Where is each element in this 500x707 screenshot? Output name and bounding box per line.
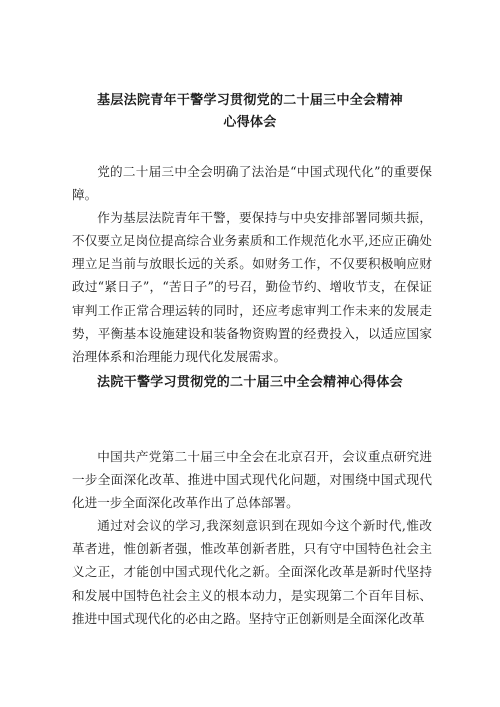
section1-body <box>72 160 432 368</box>
section1-title-line2: 心得体会 <box>223 115 277 130</box>
section2-body <box>72 445 432 630</box>
section1-title <box>0 90 500 134</box>
section1-title-line1: 基层法院青年干警学习贯彻党的二十届三中全会精神 <box>97 93 403 108</box>
paragraph: 通过对会议的学习,我深刻意识到在现如今这个新时代,惟改革者进，惟创新者强，惟改革创新者胜，只有守中国特色社会主义之正，才能创中国式现代化之新。全面深化改革是新时代坚持和发展中国特色社会主义的根本动力，是实现第二个百年目标、推进中国式现代化的必由之路。坚持守正创新则是全面深化改革 <box>72 518 432 626</box>
section2-title <box>0 372 500 394</box>
section2-title-text: 法院干警学习贯彻党的二十届三中全会精神心得体会 <box>97 375 403 390</box>
paragraph: 党的二十届三中全会明确了法治是“中国式现代化”的重要保障。 <box>72 164 432 203</box>
paragraph: 中国共产党第二十届三中全会在北京召开，会议重点研究进一步全面深化改革、推进中国式现代化问题，对围绕中国式现代化进一步全面深化改革作出了总体部署。 <box>72 449 432 511</box>
paragraph: 作为基层法院青年干警，要保持与中央安排部署同频共振，不仅要立足岗位提高综合业务素质和工作规范化水平,还应正确处理立足当前与放眼长远的关系。如财务工作，不仅要积极响应财政过“紧日子”，“苦日子”的号召，勤俭节约、增收节支，在保证审判工作正常合理运转的同时，还应考虑审判工作未来的发展走势，平衡基本设施建设和装备物资购置的经费投入，以适应国家治理体系和治理能力现代化发展需求。 <box>72 210 432 364</box>
